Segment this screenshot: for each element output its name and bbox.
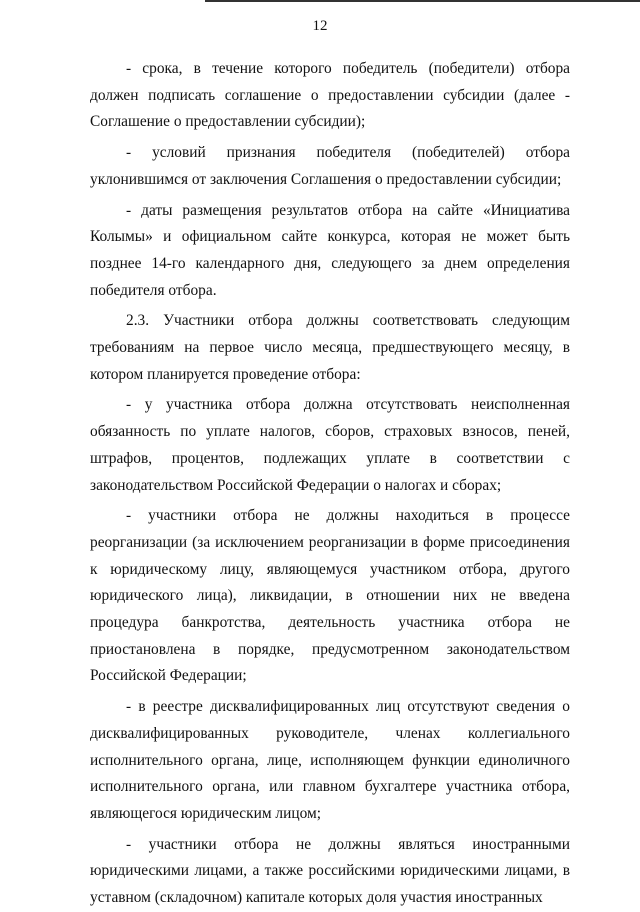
page-number: 12 [312,18,328,34]
paragraph-results-publication: - даты размещения результатов отбора на сайте «Инициатива Колымы» и официальном сайте конкурса, которая не может быть позднее 14-го календарного дня, следующего за днем определения победителя отбора. [90,201,570,299]
document-body [90,56,570,912]
paragraph-deadline-signing: - срока, в течение которого победитель (победители) отбора должен подписать соглашение о предоставлении субсидии (далее - Соглашение о предоставлении субсидии); [90,60,570,131]
paragraph-tax-obligations: - у участника отбора должна отсутствовать неисполненная обязанность по уплате налогов, сборов, страховых взносов, пеней, штрафов, процентов, подлежащих уплате в соответствии с законодательством Российской Федерации о налогах и сборах; [90,396,570,494]
top-border-line [205,0,640,2]
paragraph-foreign-entities: - участники отбора не должны являться иностранными юридическими лицами, а также российскими юридическими лицами, в уставном (складочном) капитале которых доля участия иностранных [90,835,570,907]
paragraph-evasion-conditions: - условий признания победителя (победителей) отбора уклонившимся от заключения Соглашения о предоставлении субсидии; [90,144,570,188]
paragraph-section-2-3: 2.3. Участники отбора должны соответствовать следующим требованиям на первое число месяца, предшествующего месяцу, в котором планируется проведение отбора: [90,312,570,383]
paragraph-reorganization: - участники отбора не должны находиться в процессе реорганизации (за исключением реорганизации в форме присоединения к юридическому лицу, являющемуся участником отбора, другого юридического лица), ликвидации, в отношении них не введена процедура банкротства, деятельность участника отбора не приостановлена в порядке, предусмотренном законодательством Российской Федерации; [90,507,570,685]
paragraph-disqualified-persons: - в реестре дисквалифицированных лиц отсутствуют сведения о дисквалифицированных руководителе, членах коллегиального исполнительного органа, лице, исполняющем функции единоличного исполнительного органа, или главном бухгалтере участника отбора, являющегося юридическим лицом; [90,698,570,822]
